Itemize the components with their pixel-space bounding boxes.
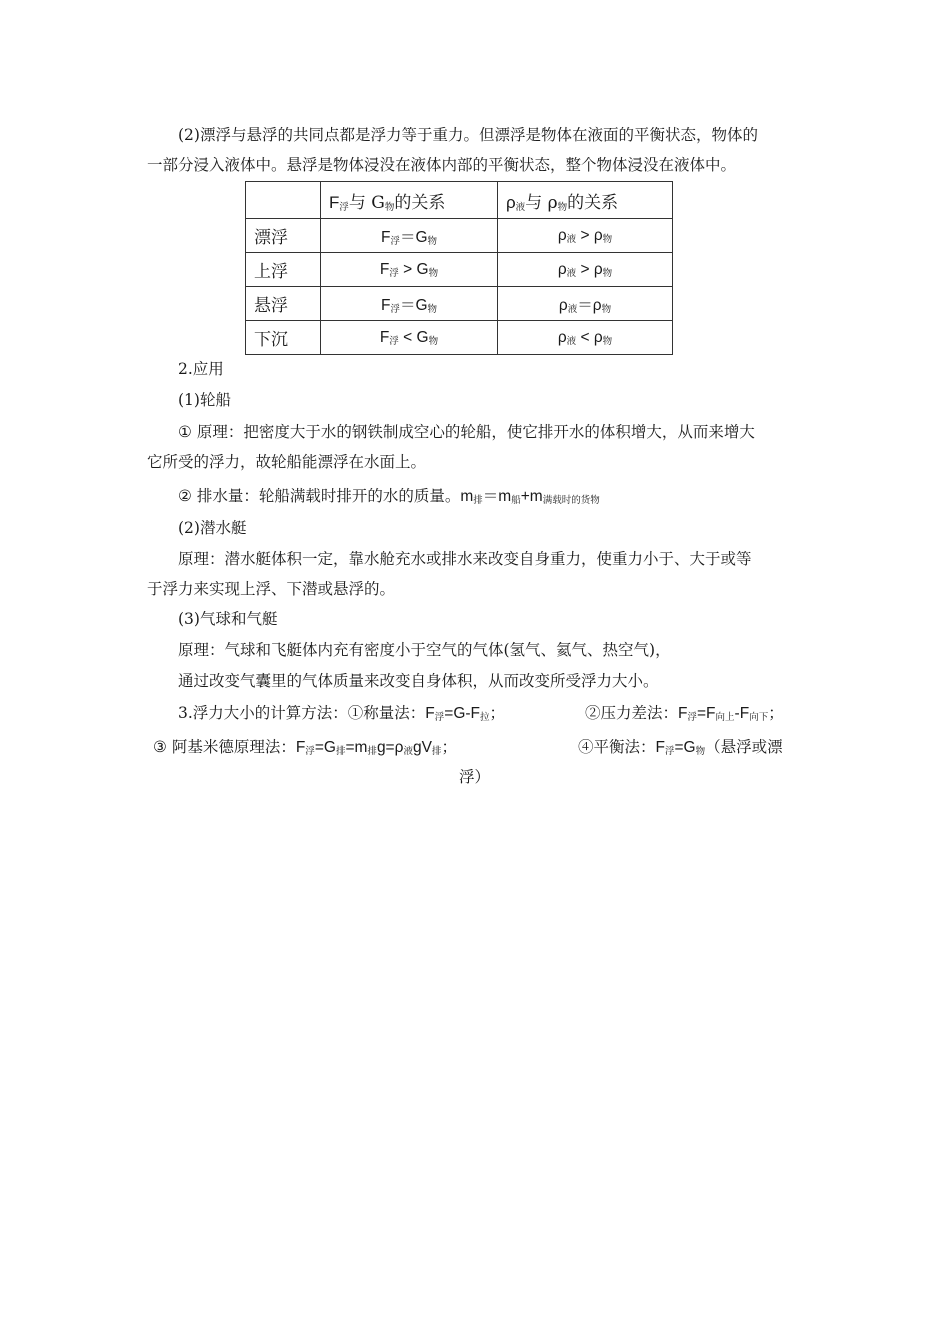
table-row: [246, 253, 673, 287]
intro-line-2: 一部分浸入液体中。悬浮是物体浸没在液体内部的平衡状态，整个物体浸没在液体中。: [147, 156, 737, 174]
submarine-principle-line-2: 于浮力来实现上浮、下潜或悬浮的。: [147, 580, 396, 598]
method-archimedes: ③ 阿基米德原理法：F浮=G排=m排g=ρ液gV排；: [153, 738, 457, 757]
state-cell: 上浮: [246, 253, 321, 287]
ship-displacement-line: ② 排水量：轮船满载时排开的水的质量。m排＝m船+m满载时的货物: [178, 487, 600, 506]
force-cell: F浮 < G物: [321, 321, 498, 355]
force-cell: F浮＝G物: [321, 219, 498, 253]
density-cell: ρ液＝ρ物: [498, 287, 673, 321]
balloon-principle-line-1: 原理：气球和飞艇体内充有密度小于空气的气体(氢气、氦气、热空气)，: [178, 641, 671, 659]
submarine-principle-line-1: 原理：潜水艇体积一定，靠水舱充水或排水来改变自身重力，使重力小于、大于或等: [178, 550, 752, 568]
subsection-balloon: (3)气球和气艇: [178, 610, 278, 628]
balloon-principle-line-2: 通过改变气囊里的气体质量来改变自身体积，从而改变所受浮力大小。: [178, 672, 659, 690]
section-heading-application: 2.应用: [178, 360, 224, 378]
method-equilibrium: ④平衡法：F浮=G物（悬浮或漂: [578, 738, 783, 757]
table-header-row: [246, 182, 673, 219]
table-row: [246, 219, 673, 253]
state-cell: 下沉: [246, 321, 321, 355]
density-cell: ρ液 > ρ物: [498, 253, 673, 287]
state-cell: 漂浮: [246, 219, 321, 253]
ship-principle-line-2: 它所受的浮力，故轮船能漂浮在水面上。: [147, 453, 427, 471]
force-cell: F浮＝G物: [321, 287, 498, 321]
subsection-submarine: (2)潜水艇: [178, 519, 247, 537]
density-cell: ρ液 > ρ物: [498, 219, 673, 253]
table-row: [246, 287, 673, 321]
header-force-relation: F浮与 G物的关系: [321, 182, 498, 219]
header-empty-cell: [246, 182, 321, 219]
method-equilibrium-wrap: 浮）: [459, 768, 491, 786]
ship-principle-line-1: ① 原理：把密度大于水的钢铁制成空心的轮船，使它排开水的体积增大，从而来增大: [178, 423, 755, 441]
density-cell: ρ液 < ρ物: [498, 321, 673, 355]
header-density-relation: ρ液与 ρ物的关系: [498, 182, 673, 219]
intro-line-1: (2)漂浮与悬浮的共同点都是浮力等于重力。但漂浮是物体在液面的平衡状态，物体的: [178, 126, 758, 144]
method-weighing: 3.浮力大小的计算方法：①称量法：F浮=G-F拉；: [178, 704, 506, 723]
method-pressure-difference: ②压力差法：F浮=F向上-F向下；: [585, 704, 784, 723]
relation-table: [245, 181, 673, 355]
table-row: [246, 321, 673, 355]
force-cell: F浮 > G物: [321, 253, 498, 287]
state-cell: 悬浮: [246, 287, 321, 321]
subsection-ship: (1)轮船: [178, 391, 231, 409]
